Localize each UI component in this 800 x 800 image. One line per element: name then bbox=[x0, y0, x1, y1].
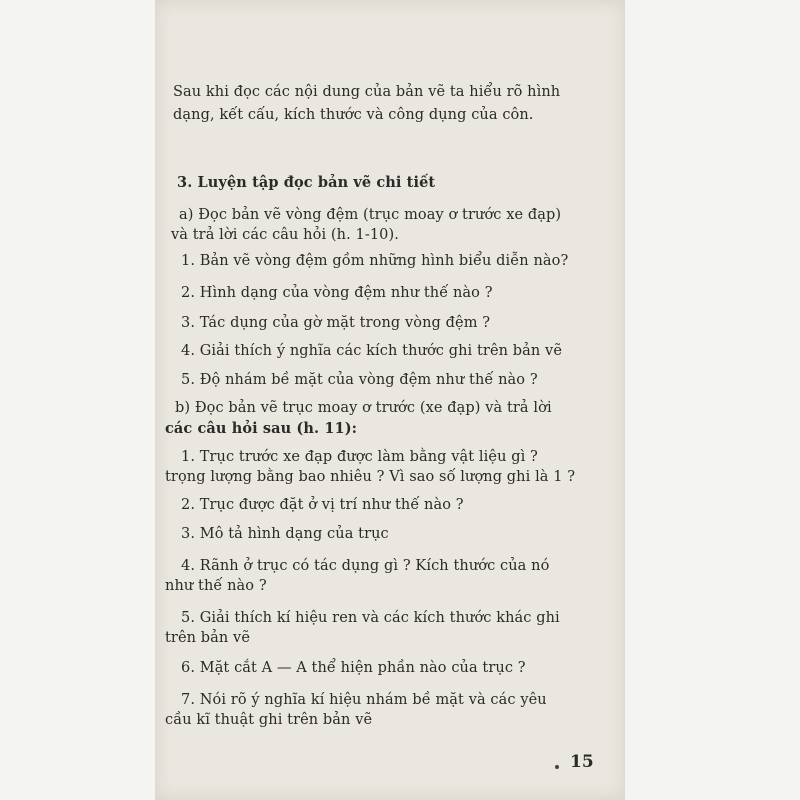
part-a-line-1: a) Đọc bản vẽ vòng đệm (trục moay ơ trước xe đạp) bbox=[179, 207, 562, 223]
question-b-3: 3. Mô tả hình dạng của trục bbox=[181, 526, 389, 542]
question-b-4: 4. Rãnh ở trục có tác dụng gì ? Kích thước của nó bbox=[181, 558, 550, 574]
part-b-line-2: các câu hỏi sau (h. 11): bbox=[165, 420, 358, 437]
question-b-1-cont: trọng lượng bằng bao nhiêu ? Vì sao số lượng ghi là 1 ? bbox=[165, 469, 576, 485]
question-b-2: 2. Trục được đặt ở vị trí như thế nào ? bbox=[181, 497, 464, 513]
intro-line-2: dạng, kết cấu, kích thước và công dụng của côn. bbox=[173, 107, 534, 123]
question-a-1: 1. Bản vẽ vòng đệm gồm những hình biểu diễn nào? bbox=[181, 253, 569, 269]
ink-dot bbox=[555, 765, 559, 769]
page-number: 15 bbox=[570, 752, 594, 772]
question-a-3: 3. Tác dụng của gờ mặt trong vòng đệm ? bbox=[181, 315, 491, 331]
question-b-7-cont: cầu kĩ thuật ghi trên bản vẽ bbox=[165, 712, 373, 728]
question-a-5: 5. Độ nhám bề mặt của vòng đệm như thế nào ? bbox=[181, 372, 538, 388]
question-b-5: 5. Giải thích kí hiệu ren và các kích thước khác ghi bbox=[181, 610, 560, 626]
question-b-7: 7. Nói rõ ý nghĩa kí hiệu nhám bề mặt và các yêu bbox=[181, 692, 547, 708]
question-a-2: 2. Hình dạng của vòng đệm như thế nào ? bbox=[181, 285, 493, 301]
question-a-4: 4. Giải thích ý nghĩa các kích thước ghi trên bản vẽ bbox=[181, 343, 563, 359]
part-b-line-1: b) Đọc bản vẽ trục moay ơ trước (xe đạp) và trả lời bbox=[175, 400, 552, 416]
part-a-line-2: và trả lời các câu hỏi (h. 1-10). bbox=[171, 227, 399, 243]
question-b-4-cont: như thế nào ? bbox=[165, 578, 267, 594]
intro-line-1: Sau khi đọc các nội dung của bản vẽ ta hiểu rõ hình bbox=[173, 84, 561, 100]
book-page bbox=[155, 0, 625, 800]
question-b-1: 1. Trục trước xe đạp được làm bằng vật liệu gì ? bbox=[181, 449, 538, 465]
question-b-6: 6. Mặt cắt A — A thể hiện phần nào của trục ? bbox=[181, 660, 526, 676]
section-heading: 3. Luyện tập đọc bản vẽ chi tiết bbox=[177, 174, 436, 191]
question-b-5-cont: trên bản vẽ bbox=[165, 630, 251, 646]
